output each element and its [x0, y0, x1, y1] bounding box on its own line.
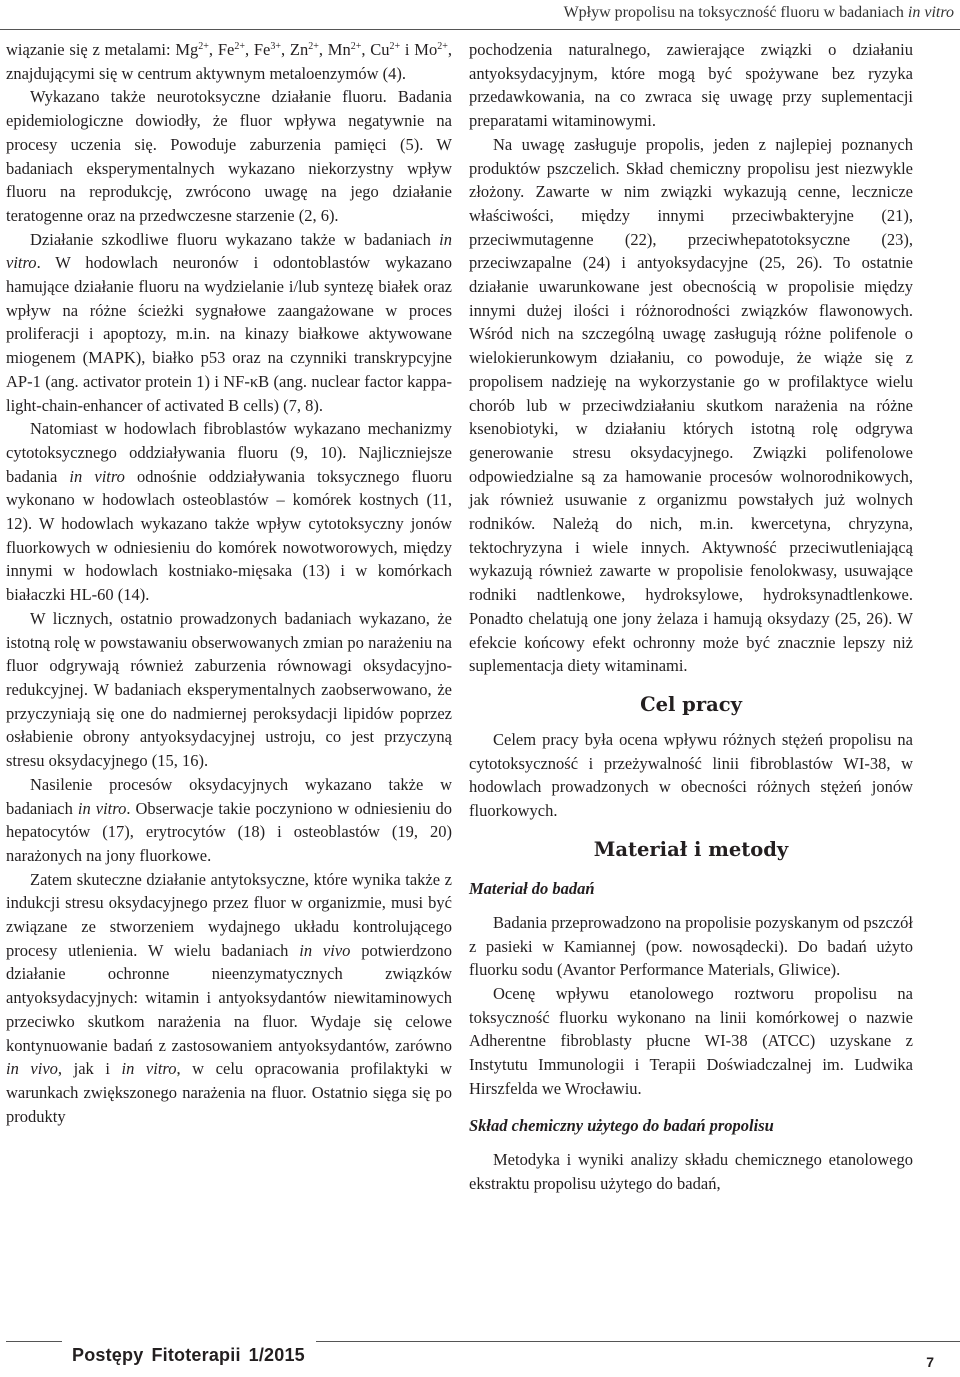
text-span: i Mo: [400, 40, 438, 59]
journal-name: [72, 1340, 305, 1370]
running-head-italic: in vitro: [907, 4, 954, 21]
paragraph-fibroblasts: [6, 417, 452, 607]
italic-term: in vitro: [69, 466, 125, 486]
running-head-title: Wpływ propolisu na toksyczność fluoru w badaniach: [563, 4, 904, 21]
superscript: 3+: [270, 41, 282, 52]
header-rule: [0, 29, 960, 30]
paragraph-cell-line: Ocenę wpływu etanolowego roztworu propolisu na toksyczność fluorku wykonano na linii komórkowej o nazwie Adherentne fibroblasty płucne WI-38 (ATCC) uzyskane z Instytutu Immunologii i Terapii Doświadczalnej im. Ludwika Hirszfelda we Wrocławiu.: [469, 983, 913, 1098]
text-span: potwierdzono działanie ochronne nieenzymatycznych związków antyoksydacyjnych: witamin i antyoksydantów niewitaminowych przeciwko skutkom narażenia na fluor. Wydaje się celowe kontynuowanie badań z zastosowaniem antyoksydantów, zarówno: [6, 940, 452, 1055]
footer-rule-right: [316, 1341, 960, 1342]
text-span: . W hodowlach neuronów i odontoblastów wykazano hamujące działanie fluoru na wydzielanie i/lub syntezę białek oraz wpływ na różne ścieżki sygnałowe zaangażowane w proces proliferacji i apoptozy, m.in. na kinazy białkowe aktywowane miogenem (MAPK), białko p53 oraz na czynniki transkrypcyjne AP-1 (ang. activator protein 1) i NF-κB (ang. nuclear factor kappa-light-chain-enhancer of activated B cells) (7, 8).: [6, 253, 452, 415]
paragraph-oxidative-in-vitro: [6, 773, 452, 868]
superscript: 2+: [350, 41, 362, 52]
paragraph-antitoxic: [6, 868, 452, 1129]
journal-word: Postępy: [72, 1345, 144, 1365]
text-span: , Fe: [208, 40, 235, 59]
italic-term: in vivo: [299, 940, 351, 960]
subheading-material: Materiał do badań: [469, 878, 595, 898]
text-span: , Zn: [281, 40, 309, 59]
italic-term: in vitro: [6, 229, 452, 273]
text-span: wiązanie się z metalami: Mg: [6, 40, 199, 59]
superscript: 2+: [198, 41, 209, 52]
paragraph-neurotoxicity: Wykazano także neurotoksyczne działanie fluoru. Badania epidemiologiczne dowiodły, że fluor wpływa negatywnie na procesy uczenia się. Powoduje zaburzenia pamięci (5). W badaniach eksperymentalnych wykazano niekorzystny wpływ fluoru na reprodukcję, zwrócono uwagę na jego działanie teratogenne oraz na przedwczesne starzenie (2, 6).: [6, 87, 452, 225]
paragraph-in-vitro-harm: [6, 228, 452, 418]
superscript: 2+: [308, 41, 319, 52]
superscript: 2+: [437, 41, 448, 52]
text-span: , znajdującymi się w centrum aktywnym metaloenzymów (4).: [6, 40, 452, 83]
text-span: Zatem skuteczne działanie antytoksyczne, które wynika także z indukcji stresu oksydacyjnego przez fluor w organizmie, musi być związane ze stworzeniem wydajnego układu kontrolującego procesy utlenienia. W wielu badaniach: [6, 869, 452, 960]
text-span: , jak i: [57, 1059, 122, 1079]
paragraph-metals: [6, 38, 452, 85]
journal-issue: 1/2015: [248, 1345, 305, 1365]
text-span: odnośnie oddziaływania toksycznego fluoru wykonano w hodowlach osteoblastów – komórek kostnych (11, 12). W hodowlach wykazano także wpływ cytotoksyczny jonów fluorkowych w odniesieniu do komórek nowotworowych, między innymi w hodowlach kostniako-mięsaka (13) i w komórkach białaczki HL-60 (14).: [6, 466, 452, 605]
paragraph-composition: Metodyka i wyniki analizy składu chemicznego etanolowego ekstraktu propolisu użytego do badań,: [469, 1150, 913, 1194]
italic-term: in vitro: [77, 798, 127, 818]
paragraph-oxidative-stress: W licznych, ostatnio prowadzonych badaniach wykazano, że istotną rolę w powstawaniu obserwowanych zmian po narażeniu na fluor odgrywają również zaburzenia równowagi oksydacyjno-redukcyjnej. W badaniach eksperymentalnych zaobserwowano, że przyczyniają się one do nadmiernej peroksydacji lipidów poprzez osłabienie obrony antyoksydacyjnej ustroju, co jest przyczyną stresu oksydacyjnego (15, 16).: [6, 608, 452, 771]
paragraph-natural-products: pochodzenia naturalnego, zawierające związki o działaniu antyoksydacyjnym, które mogą być spożywane bez ryzyka przedawkowania, na co zwraca się uwagę przy suplementacji preparatami witaminowymi.: [469, 40, 913, 131]
journal-word: Fitoterapii: [151, 1345, 241, 1365]
text-span: , Cu: [361, 40, 390, 59]
page-number: 7: [926, 1354, 934, 1370]
left-column: [6, 38, 452, 1128]
paragraph-aim: Celem pracy była ocena wpływu różnych stężeń propolisu na cytotoksyczność i przeżywalność linii fibroblastów WI-38, w hodowlach prowadzonych w obecności różnych stężeń jonów fluorkowych.: [469, 729, 913, 821]
paragraph-propolis: Na uwagę zasługuje propolis, jeden z najlepiej poznanych produktów pszczelich. Skład chemiczny propolisu jest niezwykle złożony. Zawarte w nim związki wykazują cenne, lecznicze właściwości, między innymi przeciwbakteryjne (21), przeciwmutagenne (22), przeciwhepatotoksyczne (23), przeciwzapalne (24) i antyoksydacyjne (25, 26). To ostatnie działanie uwarunkowane jest obecnością w propolisie między innymi dużej ilości i różnorodności związków flawonowych. Wśród nich na szczególną uwagę zasługują różne polifenole o wielokierunkowym działaniu, co powoduje, że wiąże się z propolisem nadzieję na wykorzystanie go w profilaktyce wielu chorób lub w przeciwdziałaniu skutkom narażenia na różne ksenobiotyki, w działaniu których istotną rolę odgrywa generowanie stresu oksydacyjnego. Związki polifenolowe odpowiedzialne są za hamowanie procesów wolnorodnikowych, jak również usuwanie z organizmu powstałych już wolnych rodników. Należą do nich, m.in. kwercetyna, chryzyna, tektochryzyna i wiele innych. Aktywność przeciwutleniającą wykazują również zawarte w propolisie fenolokwasy, usuwające rodniki nadtlenkowe, hydroksylowe, hydroksynadtlenkowe. Ponadto chelatują one jony żelaza i hamują oksydazy (25, 26). W efekcie końcowy efekt ochronny może być znacznie lepszy niż suplementacja diety witaminami.: [469, 134, 913, 676]
text-span: , w celu opracowania profilaktyki w warunkach zwiększonego narażenia na fluor. Ostatnio sięga się po produkty: [6, 1059, 452, 1126]
paragraph-material: Badania przeprowadzono na propolisie pozyskanym od pszczół z pasieki w Kamiannej (pow. nowosądecki). Do badań użyto fluorku sodu (Avantor Performance Materials, Gliwice).: [469, 912, 913, 980]
text-span: . Obserwacje takie poczyniono w odniesieniu do hepatocytów (17), erytrocytów (18) i osteoblastów (19, 20) narażonych na jony fluorkowe.: [6, 798, 452, 865]
text-span: Nasilenie procesów oksydacyjnych wykazano także w badaniach: [6, 774, 452, 818]
italic-term: in vitro: [121, 1059, 177, 1079]
text-span: , Fe: [244, 40, 271, 59]
superscript: 2+: [389, 41, 401, 52]
text-span: Natomiast w hodowlach fibroblastów wykazano mechanizmy cytotoksycznego oddziaływania fluoru (9, 10). Najliczniejsze badania: [6, 419, 452, 486]
section-heading-methods: Materiał i metody: [593, 837, 789, 861]
footer-rule-left: [6, 1341, 62, 1342]
text-span: , Mn: [318, 40, 351, 59]
section-heading-aim: Cel pracy: [640, 692, 742, 716]
running-head: [564, 0, 954, 26]
right-column: [469, 38, 913, 1196]
italic-term: in vivo: [6, 1059, 58, 1079]
text-span: Działanie szkodliwe fluoru wykazano także w badaniach: [30, 229, 440, 249]
subheading-composition: Skład chemiczny użytego do badań propolisu: [469, 1116, 774, 1136]
superscript: 2+: [234, 41, 245, 52]
